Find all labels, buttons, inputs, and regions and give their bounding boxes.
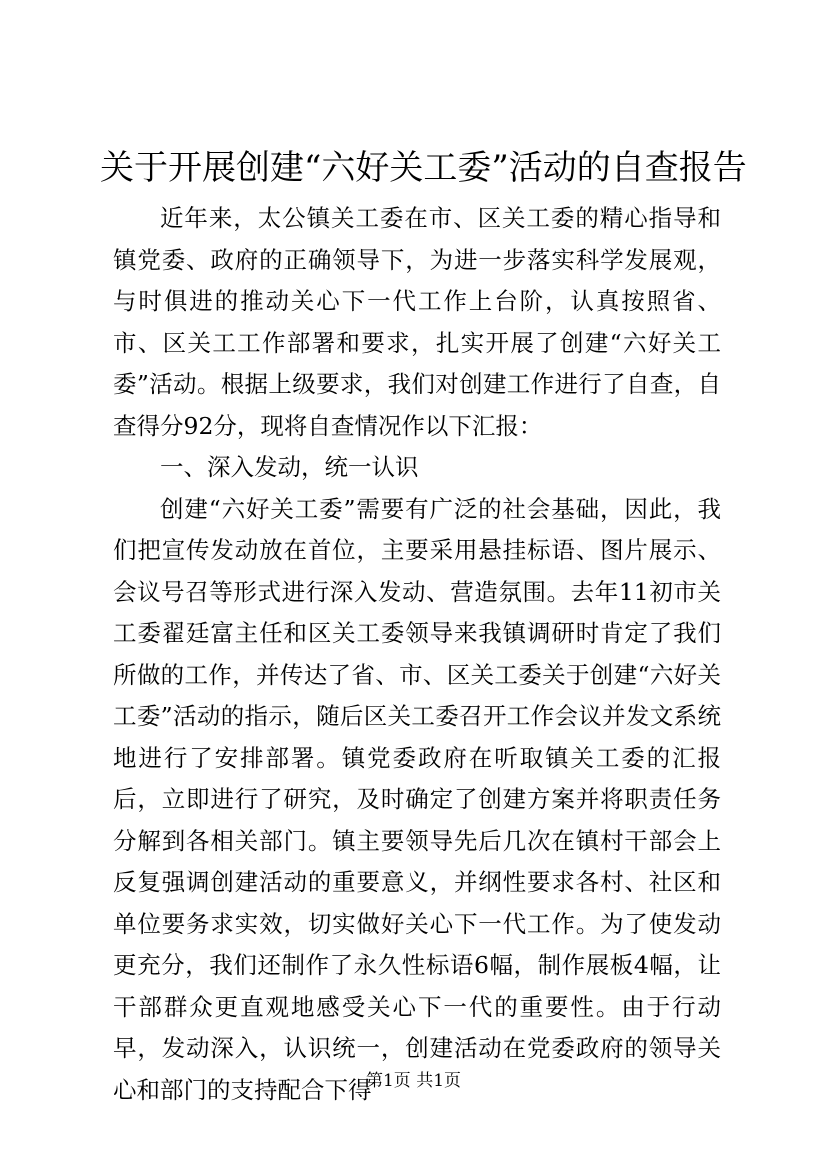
page-footer: 第1页 共1页 xyxy=(365,1071,462,1091)
section-paragraph: 创建“六好关工委”需要有广泛的社会基础，因此，我们把宣传发动放在首位，主要采用悬挂标语、图片展示、会议号召等形式进行深入发动、营造氛围。去年11初市关工委翟廷富主任和区关工委领导来我镇调研时肯定了我们所做的工作，并传达了省、市、区关工委关于创建“六好关工委”活动的指示，随后区关工委召开工作会议并发文系统地进行了安排部署。镇党委政府在听取镇关工委的汇报后，立即进行了研究，及时确定了创建方案并将职责任务分解到各相关部门。镇主要领导先后几次在镇村干部会上反复强调创建活动的重要意义，并纲性要求各村、社区和单位要务求实效，切实做好关心下一代工作。为了使发动更充分，我们还制作了永久性标语6幅，制作展板4幅，让干部群众更直观地感受关心下一代的重要性。由于行动早，发动深入，认识统一，创建活动在党委政府的领导关心和部门的支持配合下得 xyxy=(113,494,721,1104)
section-heading: 一、深入发动，统一认识 xyxy=(160,453,419,481)
document-title: 关于开展创建“六好关工委”活动的自查报告 xyxy=(100,148,747,188)
intro-paragraph: 近年来，太公镇关工委在市、区关工委的精心指导和镇党委、政府的正确领导下，为进一步落实科学发展观，与时俱进的推动关心下一代工作上台阶，认真按照省、市、区关工工作部署和要求，扎实开展了创建“六好关工委”活动。根据上级要求，我们对创建工作进行了自查，自查得分92分，现将自查情况作以下汇报： xyxy=(113,204,721,440)
document-body xyxy=(113,198,721,1111)
